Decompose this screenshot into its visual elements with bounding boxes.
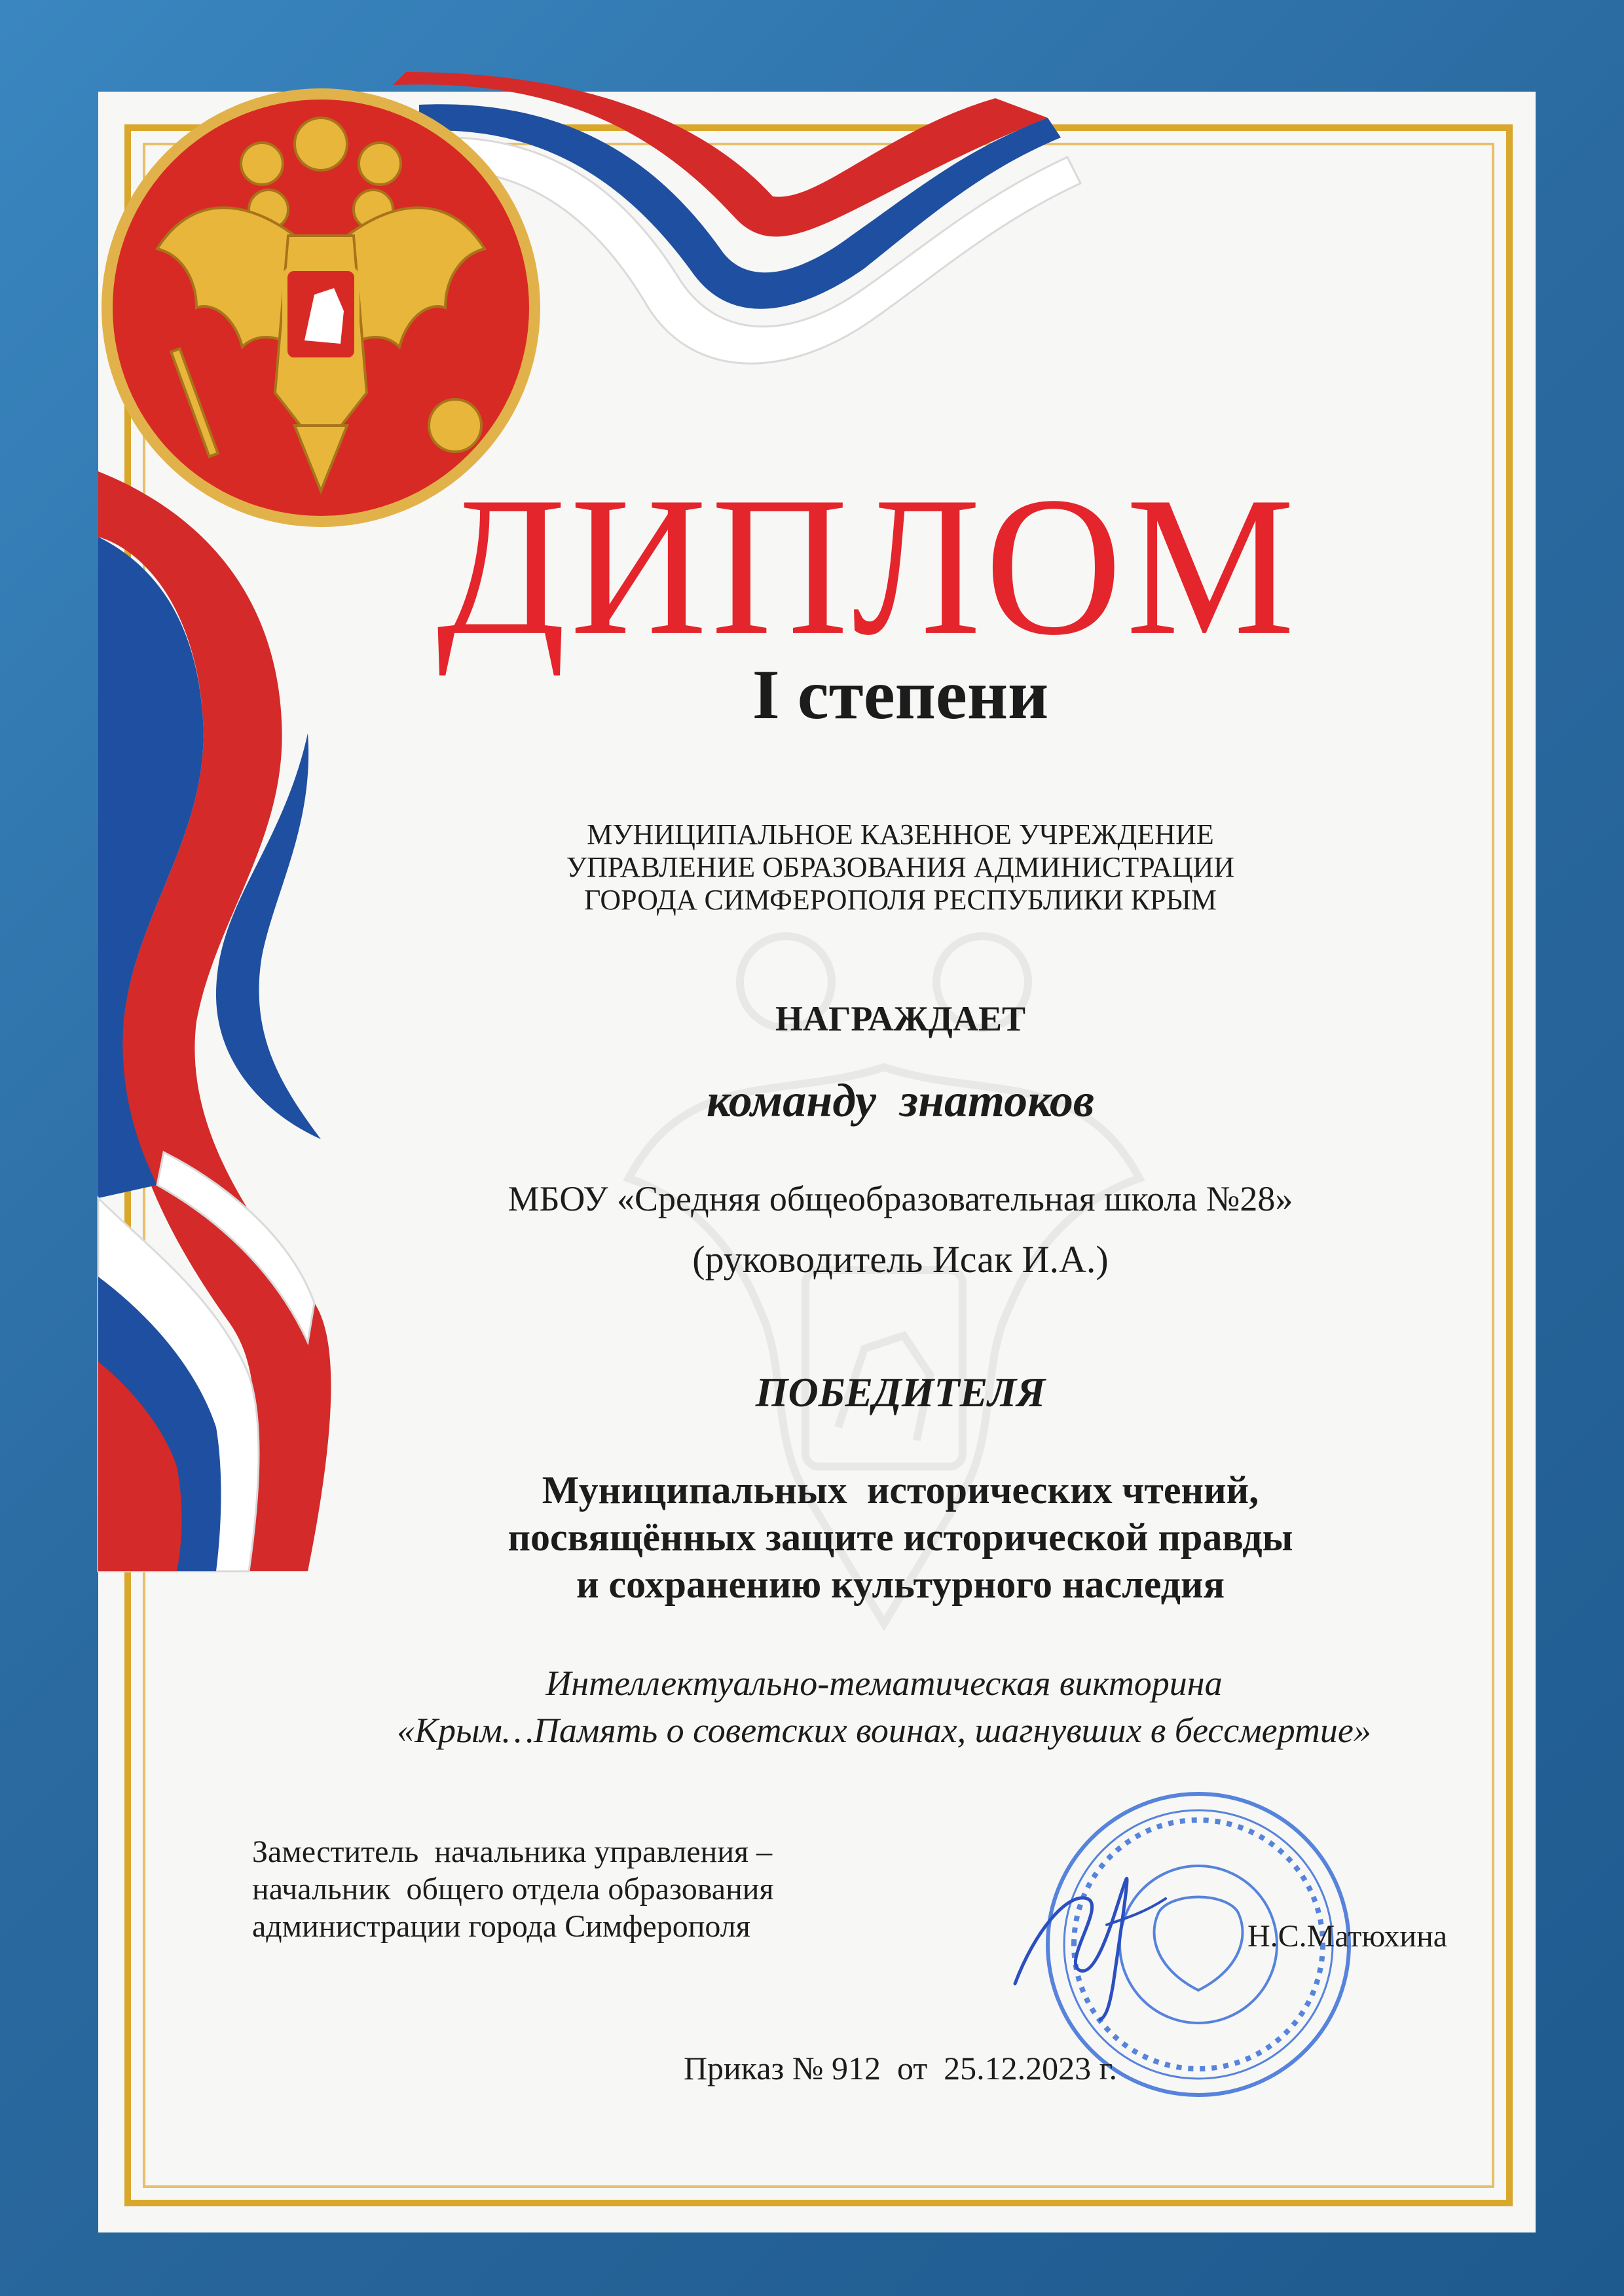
quiz-line: «Крым…Память о советских воинах, шагнувших в бессмертие»	[397, 1711, 1371, 1750]
event-title	[229, 1467, 1572, 1608]
team-leader: (руководитель Исак И.А.)	[692, 1238, 1109, 1281]
quiz-line: Интеллектуально-тематическая викторина	[545, 1664, 1223, 1703]
quiz-title	[196, 1660, 1572, 1754]
org-line: ГОРОДА СИМФЕРОПОЛЯ РЕСПУБЛИКИ КРЫМ	[584, 884, 1217, 916]
award-status: ПОБЕДИТЕЛЯ	[755, 1369, 1046, 1415]
school-name: МБОУ «Средняя общеобразовательная школа №28»	[507, 1179, 1293, 1218]
org-line: УПРАВЛЕНИЕ ОБРАЗОВАНИЯ АДМИНИСТРАЦИИ	[566, 851, 1235, 883]
diploma-title: ДИПЛОМ	[436, 455, 1299, 676]
signer-name: Н.С.Матюхина	[1247, 1919, 1448, 1954]
event-line: посвящённых защите исторической правды	[507, 1516, 1293, 1559]
signer-line: Заместитель начальника управления –	[252, 1834, 773, 1869]
handwritten-signature-icon	[1008, 1853, 1179, 2023]
issuing-organization	[229, 818, 1572, 917]
event-line: Муниципальных исторических чтений,	[542, 1468, 1259, 1512]
signer-line: начальник общего отдела образования	[252, 1872, 774, 1906]
org-line: МУНИЦИПАЛЬНОЕ КАЗЕННОЕ УЧРЕЖДЕНИЕ	[587, 818, 1214, 850]
event-line: и сохранению культурного наследия	[576, 1563, 1225, 1606]
order-reference: Приказ № 912 от 25.12.2023 г.	[683, 2050, 1118, 2086]
recipient-name: команду знатоков	[706, 1074, 1095, 1127]
diploma-degree: I степени	[752, 656, 1049, 734]
awards-heading: НАГРАЖДАЕТ	[775, 999, 1025, 1038]
signer-line: администрации города Симферополя	[252, 1909, 750, 1944]
signer-position	[252, 1833, 774, 1945]
